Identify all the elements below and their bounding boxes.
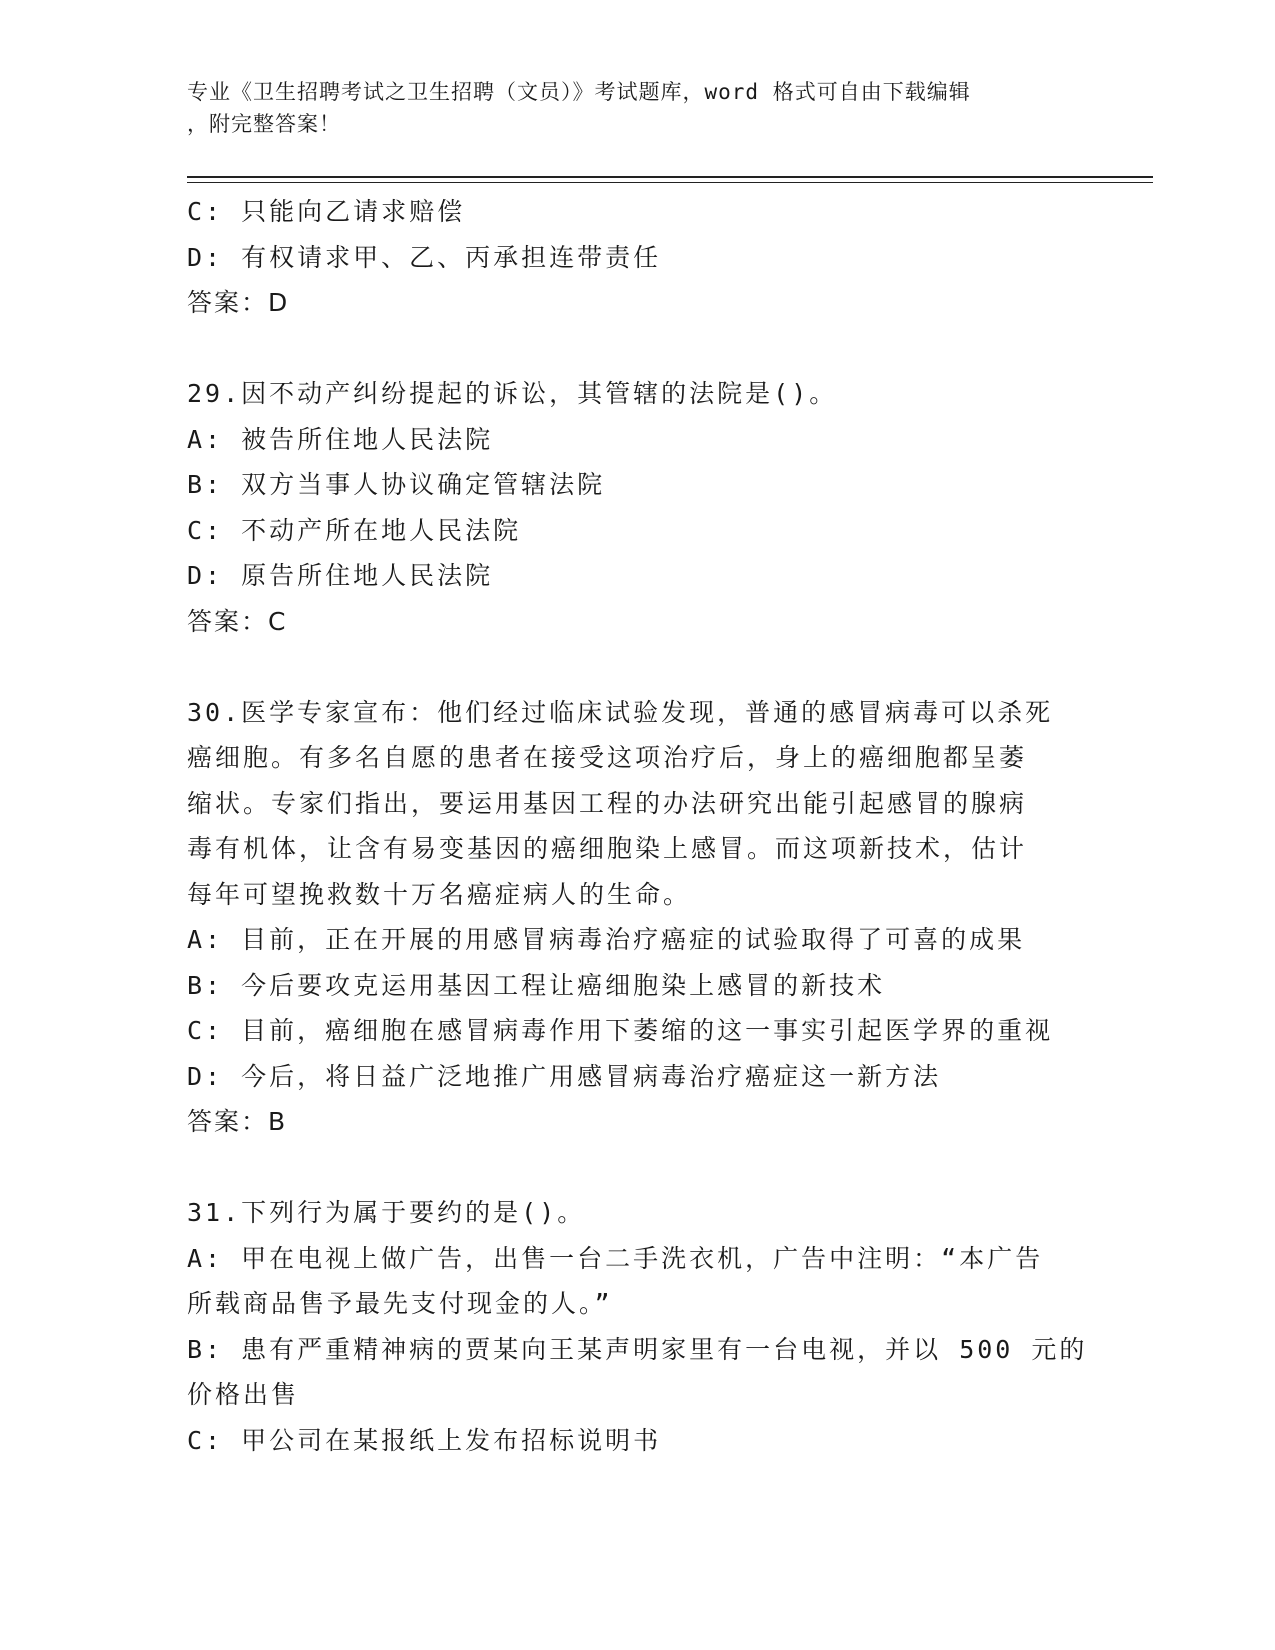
option-a: A: 被告所住地人民法院: [187, 424, 494, 454]
question-text: 29.因不动产纠纷提起的诉讼，其管辖的法院是()。: [187, 379, 838, 408]
option-c: C: 目前，癌细胞在感冒病毒作用下萎缩的这一事实引起医学界的重视: [187, 1016, 1054, 1045]
exam-content: [187, 189, 1087, 1463]
spacer: [187, 644, 1087, 690]
option-c: C: 只能向乙请求赔偿: [187, 197, 466, 226]
question-text: 31.下列行为属于要约的是()。: [187, 1198, 586, 1227]
option-b-line-2: 价格出售: [187, 1380, 300, 1409]
header-rule-thin: [187, 182, 1153, 183]
spacer: [187, 326, 1087, 372]
question-31: [187, 1190, 1087, 1463]
answer-line: 答案：C: [187, 606, 288, 636]
option-c: C: 甲公司在某报纸上发布招标说明书: [187, 1425, 662, 1455]
option-d: D: 今后，将日益广泛地推广用感冒病毒治疗癌症这一新方法: [187, 1061, 942, 1091]
header-line-1: 专业《卫生招聘考试之卫生招聘（文员）》考试题库，word 格式可自由下载编辑: [187, 80, 971, 104]
option-b-line-1: B: 患有严重精神病的贾某向王某声明家里有一台电视，并以 500 元的: [187, 1334, 1088, 1364]
option-d: D: 有权请求甲、乙、丙承担连带责任: [187, 242, 662, 272]
answer-line: 答案：B: [187, 1107, 288, 1136]
option-b: B: 今后要攻克运用基因工程让癌细胞染上感冒的新技术: [187, 970, 886, 1000]
question-text-line-5: 每年可望挽救数十万名癌症病人的生命。: [187, 879, 692, 909]
header-rule-thick: [187, 176, 1153, 178]
option-a-line-2: 所载商品售予最先支付现金的人。”: [187, 1289, 613, 1318]
question-text-line-4: 毒有机体，让含有易变基因的癌细胞染上感冒。而这项新技术，估计: [187, 834, 1028, 863]
option-b: B: 双方当事人协议确定管辖法院: [187, 470, 606, 499]
option-a: A: 目前，正在开展的用感冒病毒治疗癌症的试验取得了可喜的成果: [187, 925, 1026, 954]
question-30: [187, 690, 1087, 1145]
option-a-line-1: A: 甲在电视上做广告，出售一台二手洗衣机，广告中注明：“本广告: [187, 1243, 1044, 1273]
previous-question-tail: [187, 189, 1087, 326]
page-header: [187, 76, 1067, 140]
header-line-2: ，附完整答案！: [187, 112, 341, 136]
question-29: [187, 371, 1087, 644]
question-text-line-2: 癌细胞。有多名自愿的患者在接受这项治疗后，身上的癌细胞都呈萎: [187, 743, 1028, 772]
option-d: D: 原告所住地人民法院: [187, 561, 494, 590]
question-text-line-3: 缩状。专家们指出，要运用基因工程的办法研究出能引起感冒的腺病: [187, 788, 1028, 818]
spacer: [187, 1145, 1087, 1191]
question-text-line-1: 30.医学专家宣布：他们经过临床试验发现，普通的感冒病毒可以杀死: [187, 697, 1054, 727]
option-c: C: 不动产所在地人民法院: [187, 515, 522, 545]
answer-line: 答案：D: [187, 288, 290, 317]
